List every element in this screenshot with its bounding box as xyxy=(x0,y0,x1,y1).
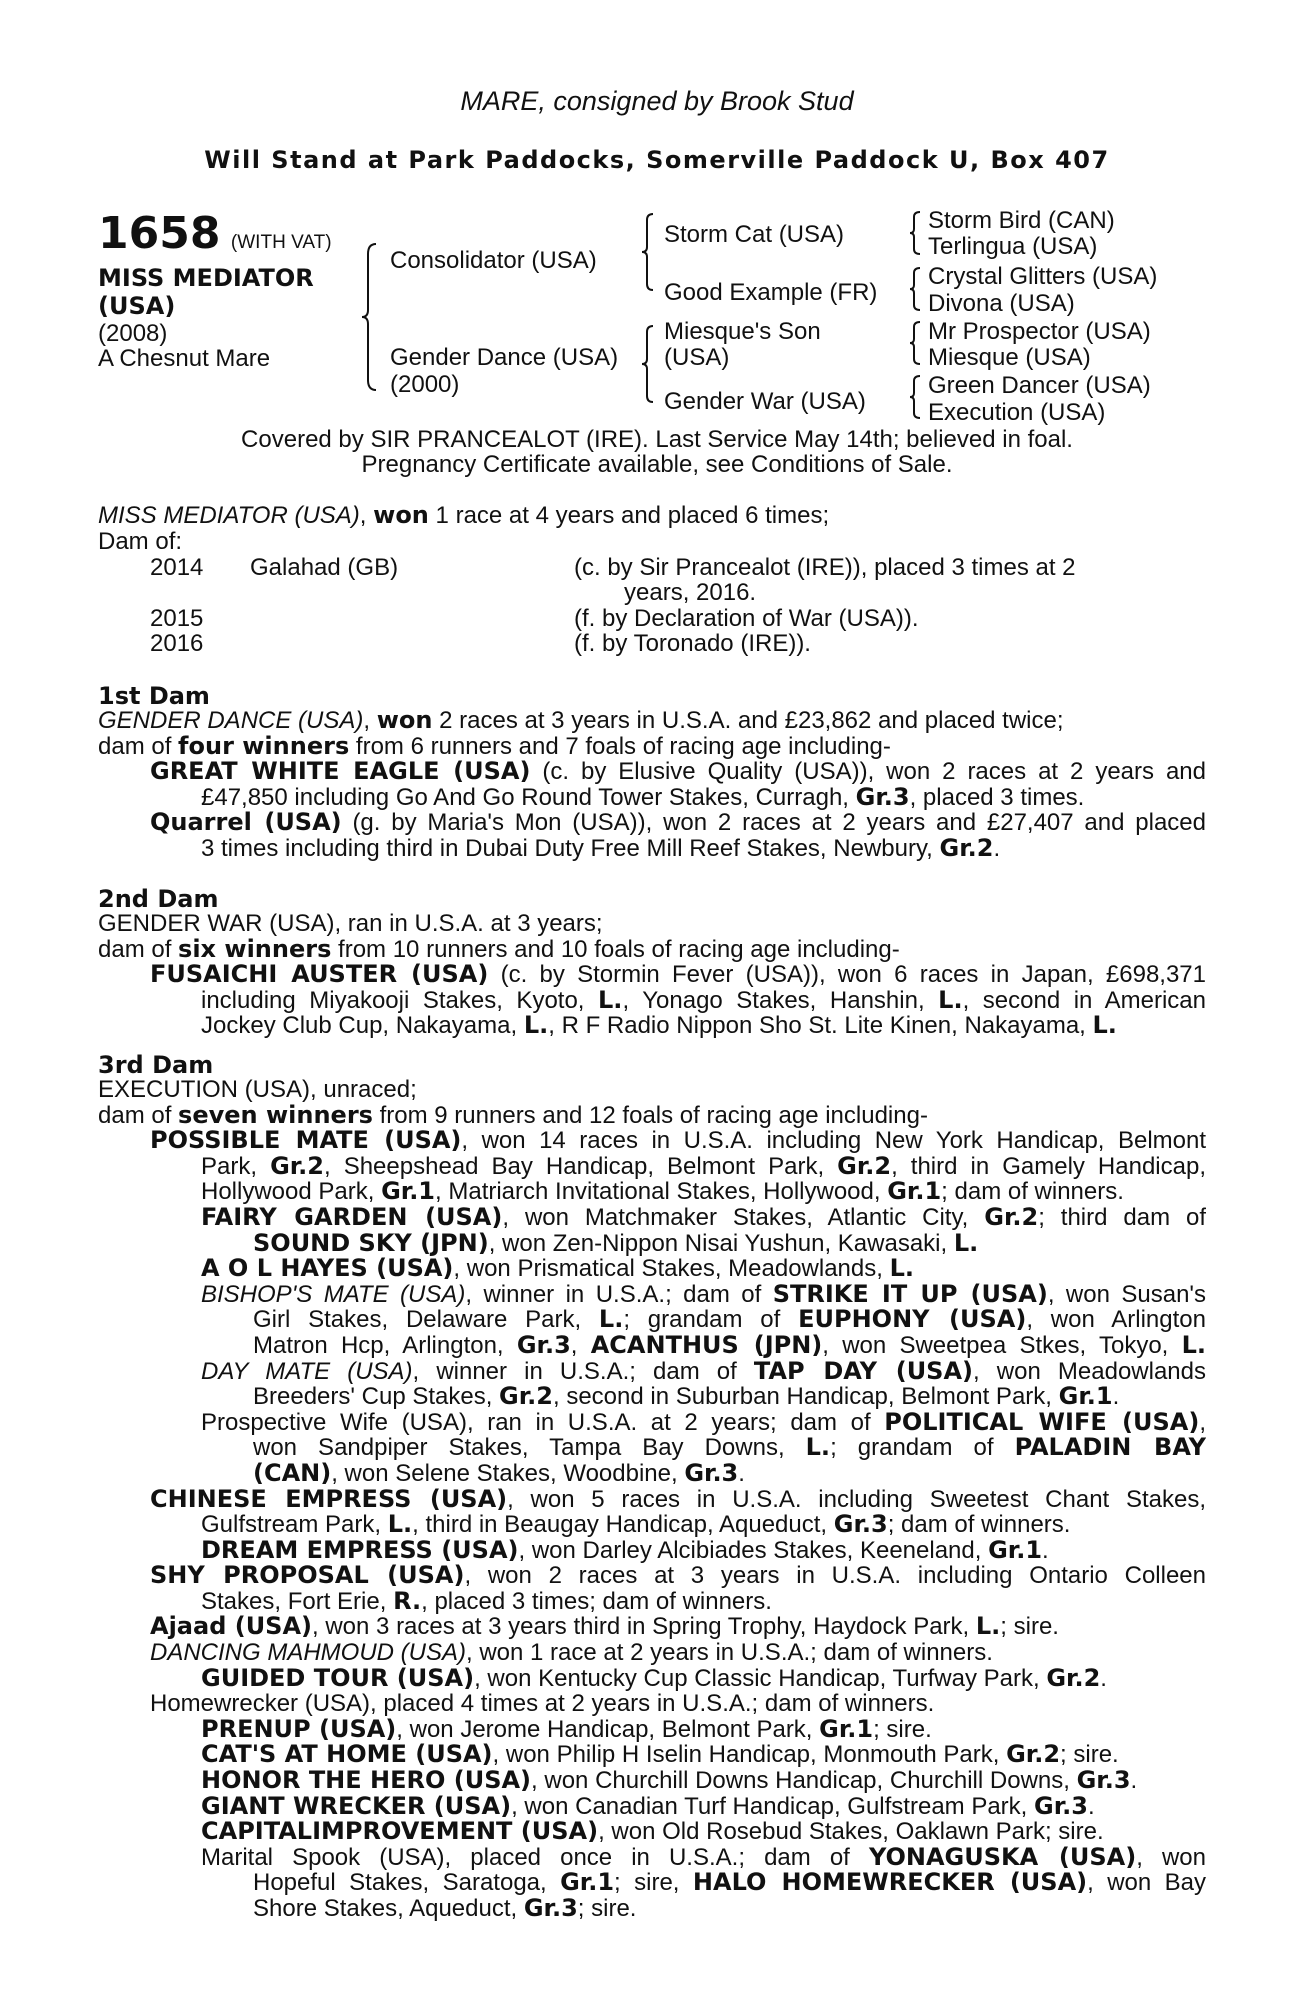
d3-j2: , winner in U.S.A.; dam of xyxy=(412,1358,754,1385)
covering-line-2: Pregnancy Certificate available, see Conditions of Sale. xyxy=(361,451,953,478)
d3-i6: L. xyxy=(1181,1332,1206,1359)
consignor-line: MARE, consigned by Brook Stud xyxy=(460,86,854,116)
gg-sdd: Divona (USA) xyxy=(928,290,1075,317)
d3-i1: Matron Hcp, Arlington, xyxy=(253,1332,517,1359)
d3-c1: Hollywood Park, xyxy=(201,1179,382,1205)
d3-c5: ; dam of winners. xyxy=(941,1179,1124,1205)
sire-dam: Good Example (FR) xyxy=(664,279,878,306)
d2-l1: GENDER WAR (USA), ran in U.S.A. at 3 years; xyxy=(98,911,603,937)
d3-v3: Gr.2 xyxy=(1046,1665,1101,1692)
d3-political-wife: POLITICAL WIFE (USA) xyxy=(884,1409,1200,1436)
d3-q3: Gr.1 xyxy=(988,1537,1043,1564)
d3-h5: , won Arlington xyxy=(1026,1307,1206,1333)
d3-l1: EXECUTION (USA), unraced; xyxy=(98,1077,417,1103)
d3-j4: , won Meadowlands xyxy=(973,1358,1206,1385)
d2-l3b: (c. by Stormin Fever (USA)), won 6 races in Japan, £698,371 xyxy=(488,962,1206,988)
d3-p3: , third in Beaugay Handicap, Aqueduct, xyxy=(412,1512,834,1538)
d3-e3: L. xyxy=(953,1230,979,1257)
d3-honor-the-hero: HONOR THE HERO (USA) xyxy=(201,1768,532,1794)
d3-l2c: from 9 runners and 12 foals of racing age including- xyxy=(372,1102,928,1129)
d2-l5b: L. xyxy=(523,1013,549,1039)
d3-b3: , Sheepshead Bay Handicap, Belmont Park, xyxy=(324,1153,838,1180)
sire-name: Consolidator (USA) xyxy=(390,247,597,274)
d3-h1: Girl Stakes, Delaware Park, xyxy=(253,1307,599,1333)
d3-k1: Breeders' Cup Stakes, xyxy=(253,1384,500,1410)
gg-sss: Storm Bird (CAN) xyxy=(928,207,1115,234)
ds-brace xyxy=(908,320,922,366)
sire-dam-brace xyxy=(360,242,380,392)
d2-l5a: Jockey Club Cup, Nakayama, xyxy=(201,1013,524,1039)
d3-aol-hayes: A O L HAYES (USA) xyxy=(201,1256,454,1282)
d3-cc3: , won xyxy=(1136,1844,1206,1871)
horse-name-1: MISS MEDIATOR xyxy=(98,264,314,292)
d3-k4: Gr.1 xyxy=(1058,1384,1113,1410)
d3-shy-proposal: SHY PROPOSAL (USA) xyxy=(150,1563,465,1589)
d3-p4: Gr.3 xyxy=(833,1512,888,1538)
d3-l3x: , xyxy=(1199,1409,1206,1436)
d1-l2a: dam of xyxy=(98,733,179,760)
d1-l4a: £47,850 including Go And Go Round Tower Stakes, Curragh, xyxy=(201,784,856,811)
second-dam-body xyxy=(98,911,1206,1039)
d3-f3: L. xyxy=(889,1256,915,1282)
d3-aa2: , won Canadian Turf Handicap, Gulfstream Park, xyxy=(511,1793,1035,1820)
d2-l4b: L. xyxy=(598,987,623,1014)
d3-euphony: EUPHONY (USA) xyxy=(798,1307,1027,1333)
d3-dancing-mahmoud: DANCING MAHMOUD (USA) xyxy=(150,1640,466,1666)
dam-brace xyxy=(640,324,656,404)
d3-ajaad: Ajaad (USA) xyxy=(150,1614,313,1641)
d3-g2: , winner in U.S.A.; dam of xyxy=(465,1281,773,1308)
d1-sep: , xyxy=(363,708,377,734)
produce-note-2014: (c. by Sir Prancealot (IRE)), placed 3 times at 2 xyxy=(574,554,1076,581)
d1-rest: 2 races at 3 years in U.S.A. and £23,862 and placed twice; xyxy=(432,708,1064,734)
d3-dd2: Gr.1 xyxy=(560,1870,615,1896)
produce-intro-rest: 1 race at 4 years and placed 6 times; xyxy=(428,502,830,529)
produce-intro-sep: , xyxy=(359,502,374,529)
d2-winners: six winners xyxy=(178,936,332,963)
d3-chinese-empress: CHINESE EMPRESS (USA) xyxy=(150,1486,508,1513)
d3-i2: Gr.3 xyxy=(516,1332,571,1359)
third-dam-heading: 3rd Dam xyxy=(98,1051,214,1079)
d3-marital-spook: Marital Spook (USA), placed once in U.S.A.; dam of xyxy=(201,1844,869,1871)
d3-x4: ; sire. xyxy=(873,1716,932,1743)
d3-t3: L. xyxy=(975,1614,1001,1641)
d3-aa3: Gr.3 xyxy=(1034,1793,1088,1820)
d3-h3: ; grandam of xyxy=(623,1307,799,1333)
d3-n1: (CAN) xyxy=(253,1460,332,1487)
d3-r2: , won 2 races at 3 years in U.S.A. including Ontario Colleen xyxy=(464,1563,1206,1589)
d3-q4: . xyxy=(1042,1537,1049,1564)
d3-ee1: Shore Stakes, Aqueduct, xyxy=(253,1896,524,1922)
d1-quarrel: Quarrel (USA) xyxy=(150,810,342,836)
d3-yonaguska: YONAGUSKA (USA) xyxy=(868,1844,1137,1871)
d3-guided-tour: GUIDED TOUR (USA) xyxy=(201,1665,475,1692)
d3-prenup: PRENUP (USA) xyxy=(201,1716,397,1743)
dd-brace xyxy=(908,374,922,420)
d1-l5b: (g. by Maria's Mon (USA)), won 2 races at 2 years and £27,407 and placed xyxy=(341,810,1206,836)
d3-m1: won Sandpiper Stakes, Tampa Bay Downs, xyxy=(253,1435,806,1461)
d3-c4: Gr.1 xyxy=(887,1179,942,1205)
produce-note-2015: (f. by Declaration of War (USA)). xyxy=(574,605,919,632)
second-dam-heading: 2nd Dam xyxy=(98,885,219,913)
produce-note-2016: (f. by Toronado (IRE)). xyxy=(574,630,811,657)
d3-t4: ; sire. xyxy=(1000,1614,1059,1641)
first-dam-heading: 1st Dam xyxy=(98,682,210,710)
d3-k5: . xyxy=(1112,1384,1120,1410)
d2-l5d: L. xyxy=(1092,1013,1117,1039)
d3-winners: seven winners xyxy=(178,1102,373,1129)
d3-u2: , won 1 race at 2 years in U.S.A.; dam of winners. xyxy=(466,1640,993,1666)
d2-fusaichi-auster: FUSAICHI AUSTER (USA) xyxy=(150,962,489,988)
d1-l4c: , placed 3 times. xyxy=(909,784,1085,811)
d3-sound-sky: SOUND SKY (JPN) xyxy=(253,1230,489,1257)
d3-p1: Gulfstream Park, xyxy=(201,1512,388,1538)
d1-l6c: . xyxy=(993,835,1001,862)
d3-s1: Stakes, Fort Erie, xyxy=(201,1588,394,1615)
dam-name: Gender Dance (USA) xyxy=(390,344,619,371)
produce-year-2015: 2015 xyxy=(150,605,204,632)
gg-ddd: Execution (USA) xyxy=(928,399,1106,426)
dam-dam: Gender War (USA) xyxy=(664,388,866,415)
d3-m2: L. xyxy=(805,1435,831,1461)
d3-day-mate: DAY MATE (USA) xyxy=(201,1358,413,1385)
d3-b2: Gr.2 xyxy=(270,1153,324,1180)
d3-b4: Gr.2 xyxy=(837,1153,892,1180)
d3-t2: , won 3 races at 3 years third in Spring Trophy, Haydock Park, xyxy=(312,1614,976,1641)
sire-sire: Storm Cat (USA) xyxy=(664,221,845,248)
d2-l4e: , second in American xyxy=(962,987,1206,1014)
d3-i5: , won Sweetpea Stkes, Tokyo, xyxy=(822,1332,1182,1359)
d1-name: GENDER DANCE (USA) xyxy=(98,708,364,734)
d3-f2: , won Prismatical Stakes, Meadowlands, xyxy=(453,1256,890,1282)
d2-l2a: dam of xyxy=(98,936,179,963)
d1-winners: four winners xyxy=(178,733,350,760)
sd-brace xyxy=(908,266,922,312)
d3-n4: . xyxy=(738,1460,745,1487)
d1-won: won xyxy=(376,708,433,734)
produce-year-2014: 2014 xyxy=(150,554,204,581)
dam-of-label: Dam of: xyxy=(98,528,183,555)
gg-dss: Mr Prospector (USA) xyxy=(928,318,1151,345)
lot-number: 1658 xyxy=(98,208,221,259)
horse-name-2: (USA) xyxy=(98,292,176,320)
horse-description: A Chesnut Mare xyxy=(98,345,271,372)
d3-bb2: , won Old Rosebud Stakes, Oaklawn Park; sire. xyxy=(598,1819,1104,1845)
d3-homewrecker: Homewrecker (USA), placed 4 times at 2 years in U.S.A.; dam of winners. xyxy=(150,1691,935,1717)
d3-o2: , won 5 races in U.S.A. including Sweetest Chant Stakes, xyxy=(507,1486,1206,1513)
gg-dds: Green Dancer (USA) xyxy=(928,372,1151,399)
d3-k3: , second in Suburban Handicap, Belmont Park, xyxy=(552,1384,1059,1410)
produce-name-2014: Galahad (GB) xyxy=(250,554,399,581)
d3-halo-homewrecker: HALO HOMEWRECKER (USA) xyxy=(692,1870,1088,1896)
d3-s2: R. xyxy=(393,1588,422,1615)
d3-z3: Gr.3 xyxy=(1076,1768,1131,1794)
d3-y2: , won Philip H Iselin Handicap, Monmouth Park, xyxy=(492,1742,1007,1769)
d3-y4: ; sire. xyxy=(1060,1742,1119,1769)
produce-note2-2014: years, 2016. xyxy=(624,579,757,606)
first-dam-body xyxy=(98,708,1206,862)
gg-sds: Crystal Glitters (USA) xyxy=(928,263,1158,290)
d3-z2: , won Churchill Downs Handicap, Churchill Downs, xyxy=(531,1768,1077,1794)
d3-aa4: . xyxy=(1087,1793,1095,1820)
d2-l4c: , Yonago Stakes, Hanshin, xyxy=(622,987,939,1014)
d3-n2: , won Selene Stakes, Woodbine, xyxy=(331,1460,685,1487)
d3-a2: , won 14 races in U.S.A. including New York Handicap, Belmont xyxy=(461,1128,1206,1154)
produce-intro-name: MISS MEDIATOR (USA) xyxy=(98,502,360,529)
d3-strike-it-up: STRIKE IT UP (USA) xyxy=(772,1281,1048,1308)
d3-tap-day: TAP DAY (USA) xyxy=(753,1358,974,1385)
d1-l2c: from 6 runners and 7 foals of racing age including- xyxy=(349,733,891,760)
d3-s3: , placed 3 times; dam of winners. xyxy=(421,1588,772,1615)
d3-z4: . xyxy=(1130,1768,1138,1794)
d1-l6b: Gr.2 xyxy=(939,835,994,862)
third-dam-body xyxy=(98,1077,1206,1922)
d2-l4d: L. xyxy=(938,987,963,1014)
d3-x2: , won Jerome Handicap, Belmont Park, xyxy=(396,1716,820,1743)
d3-capitalimprovement: CAPITALIMPROVEMENT (USA) xyxy=(201,1819,599,1845)
d3-dream-empress: DREAM EMPRESS (USA) xyxy=(201,1537,519,1564)
d3-d2: , won Matchmaker Stakes, Atlantic City, xyxy=(502,1204,985,1231)
d3-ee3: ; sire. xyxy=(577,1896,637,1922)
d3-v2: , won Kentucky Cup Classic Handicap, Turfway Park, xyxy=(474,1665,1047,1692)
d3-b5: , third in Gamely Handicap, xyxy=(891,1153,1206,1180)
dam-sire-2: (USA) xyxy=(664,344,730,371)
d3-b1: Park, xyxy=(201,1153,271,1180)
d2-l5c: , R F Radio Nippon Sho St. Lite Kinen, Nakayama, xyxy=(548,1013,1093,1039)
d3-g4: , won Susan's xyxy=(1047,1281,1206,1308)
d3-possible-mate: POSSIBLE MATE (USA) xyxy=(150,1128,462,1154)
produce-intro xyxy=(98,503,829,529)
d3-dd1: Hopeful Stakes, Saratoga, xyxy=(253,1870,561,1896)
d3-c3: , Matriarch Invitational Stakes, Hollywood, xyxy=(435,1179,888,1205)
d3-h2: L. xyxy=(598,1307,624,1333)
covering-line-1: Covered by SIR PRANCEALOT (IRE). Last Service May 14th; believed in foal. xyxy=(241,426,1073,453)
dam-year: (2000) xyxy=(390,371,460,398)
d3-p5: ; dam of winners. xyxy=(887,1512,1071,1538)
d1-l6a: 3 times including third in Dubai Duty Free Mill Reef Stakes, Newbury, xyxy=(201,835,940,862)
d3-d4: ; third dam of xyxy=(1038,1204,1206,1231)
d3-ee2: Gr.3 xyxy=(523,1896,578,1922)
d3-acanthus: ACANTHUS (JPN) xyxy=(590,1332,823,1359)
d3-n3: Gr.3 xyxy=(684,1460,739,1487)
d3-c2: Gr.1 xyxy=(381,1179,436,1205)
d3-e2: , won Zen-Nippon Nisai Yushun, Kawasaki, xyxy=(488,1230,954,1257)
d2-l4a: including Miyakooji Stakes, Kyoto, xyxy=(201,987,599,1014)
dam-sire-1: Miesque's Son xyxy=(664,318,821,345)
d3-x3: Gr.1 xyxy=(819,1716,874,1743)
d1-l3b: (c. by Elusive Quality (USA)), won 2 races at 2 years and xyxy=(530,759,1206,785)
sire-brace xyxy=(640,212,656,292)
d3-dd3: ; sire, xyxy=(614,1870,693,1896)
d1-great-white-eagle: GREAT WHITE EAGLE (USA) xyxy=(150,759,531,785)
d2-l2c: from 10 runners and 10 foals of racing age including- xyxy=(331,936,900,963)
d3-prospective-wife: Prospective Wife (USA), ran in U.S.A. at 2 years; dam of xyxy=(201,1409,885,1436)
produce-intro-won: won xyxy=(373,501,429,529)
d3-paladin-bay: PALADIN BAY xyxy=(1014,1435,1206,1461)
produce-year-2016: 2016 xyxy=(150,630,204,657)
d1-l4b: Gr.3 xyxy=(855,784,910,811)
d3-i3: , xyxy=(570,1332,591,1359)
gg-dsd: Miesque (USA) xyxy=(928,344,1091,371)
d3-bishops-mate: BISHOP'S MATE (USA) xyxy=(201,1281,466,1308)
gg-ssd: Terlingua (USA) xyxy=(928,233,1098,260)
vat-note: (WITH VAT) xyxy=(230,232,332,253)
d3-d3: Gr.2 xyxy=(984,1204,1039,1231)
d3-fairy-garden: FAIRY GARDEN (USA) xyxy=(201,1204,503,1231)
d3-q2: , won Darley Alcibiades Stakes, Keeneland, xyxy=(518,1537,989,1564)
ss-brace xyxy=(908,210,922,256)
d3-p2: L. xyxy=(387,1512,413,1538)
d3-l2a: dam of xyxy=(98,1102,179,1129)
d3-v4: . xyxy=(1100,1665,1107,1692)
horse-year: (2008) xyxy=(98,320,168,347)
d3-cats-at-home: CAT'S AT HOME (USA) xyxy=(201,1742,493,1769)
d3-m3: ; grandam of xyxy=(830,1435,1015,1461)
d3-dd5: , won Bay xyxy=(1087,1870,1206,1896)
d3-giant-wrecker: GIANT WRECKER (USA) xyxy=(201,1793,512,1820)
location-line: Will Stand at Park Paddocks, Somerville Paddock U, Box 407 xyxy=(204,146,1110,174)
lot-number-row xyxy=(98,208,332,259)
d3-y3: Gr.2 xyxy=(1006,1742,1061,1769)
d3-k2: Gr.2 xyxy=(499,1384,553,1410)
